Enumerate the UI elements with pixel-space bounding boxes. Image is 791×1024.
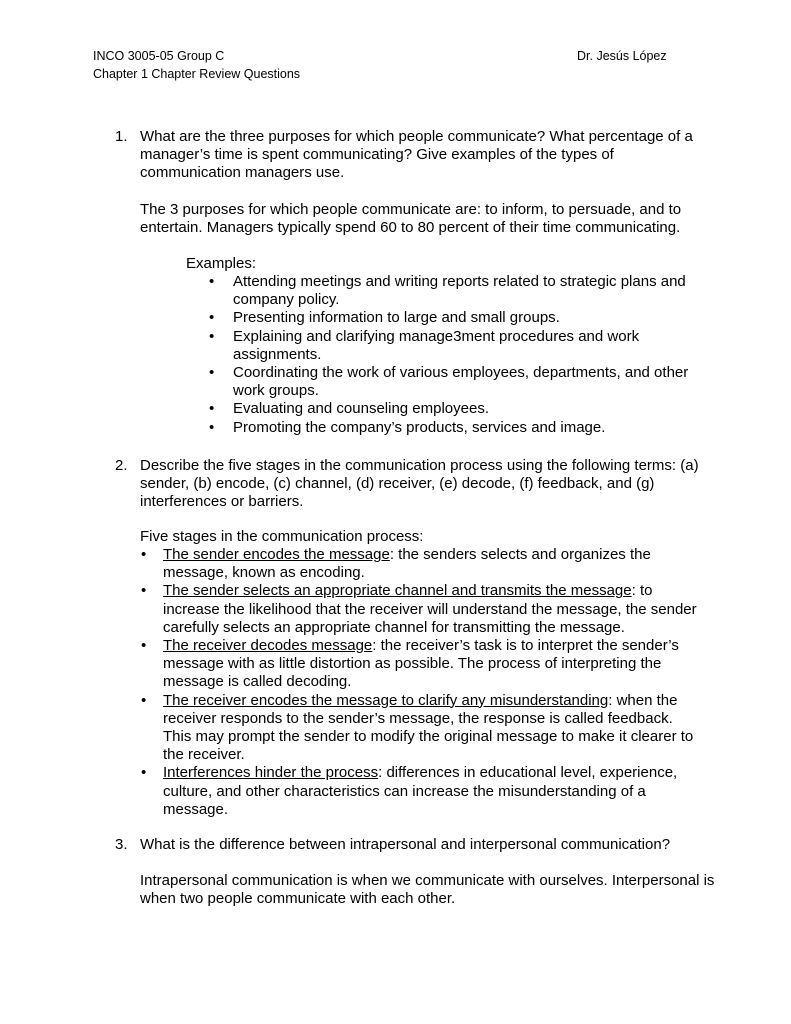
question-number: 3. xyxy=(115,836,128,853)
bullet-icon: • xyxy=(209,327,215,345)
list-item xyxy=(141,637,703,692)
instructor-name: Dr. Jesús López xyxy=(577,49,667,63)
question-text: What is the difference between intrapersonal and interpersonal communication? xyxy=(140,836,671,853)
bullet-icon: • xyxy=(209,309,215,327)
stage-title: Interferences hinder the process xyxy=(163,764,379,782)
stage-body: : when the receiver responds to the sender’s message, the response is called feedback. This may prompt the sender to modify the original message to make it clearer to the receiver. xyxy=(163,691,694,764)
stages-list xyxy=(141,546,703,819)
question-1 xyxy=(115,128,715,183)
bullet-icon: • xyxy=(209,400,215,418)
question-text: Describe the five stages in the communication process using the following terms: (a) sender, (b) encode, (c) channel, (d) receiver, (e) decode, (f) feedback, and (g) interferences or barriers. xyxy=(140,457,699,511)
list-item: • Promoting the company’s products, services and image. xyxy=(209,418,606,436)
question-2 xyxy=(115,457,715,512)
bullet-icon: • xyxy=(141,691,147,709)
question-number: 1. xyxy=(115,128,128,145)
stage-body: : the senders selects and organizes the message, known as encoding. xyxy=(163,546,651,582)
chapter-title: Chapter 1 Chapter Review Questions xyxy=(93,67,301,81)
list-item: • Coordinating the work of various employees, departments, and other work groups. xyxy=(209,364,689,400)
stage-body: : differences in educational level, experience, culture, and other characteristics can increase the misunderstanding of a message. xyxy=(163,764,678,818)
stage-body: : to increase the likelihood that the receiver will understand the message, the sender carefully selects an appropriate channel for transmitting the message. xyxy=(163,582,697,636)
bullet-icon: • xyxy=(209,273,215,290)
bullet-icon: • xyxy=(141,764,147,782)
stage-title: The sender selects an appropriate channel and transmits the message xyxy=(163,582,632,600)
course-title: INCO 3005-05 Group C xyxy=(93,49,225,63)
bullet-icon: • xyxy=(141,546,147,563)
examples-list xyxy=(209,273,693,437)
list-item xyxy=(141,582,703,637)
examples-label: Examples: xyxy=(186,255,257,272)
answer-2-intro: Five stages in the communication process: xyxy=(140,528,424,545)
stage-title: The sender encodes the message xyxy=(163,546,390,563)
question-number: 2. xyxy=(115,457,128,474)
stage-title: The receiver encodes the message to clarify any misunderstanding xyxy=(163,691,609,709)
list-item xyxy=(141,691,703,765)
list-item: • Evaluating and counseling employees. xyxy=(209,400,490,418)
question-text: What are the three purposes for which people communicate? What percentage of a manager’s time is spent communicating? Give examples of the types of communication managers use. xyxy=(140,128,693,182)
bullet-icon: • xyxy=(209,364,215,382)
list-item xyxy=(141,764,703,819)
stage-body: : the receiver’s task is to interpret the sender’s message with as little distortion as possible. The process of interpreting the message is called decoding. xyxy=(163,637,679,691)
answer-3: Intrapersonal communication is when we communicate with ourselves. Interpersonal is when two people communicate with each other. xyxy=(140,872,715,908)
bullet-icon: • xyxy=(141,637,147,655)
list-item: • Presenting information to large and small groups. xyxy=(209,309,560,327)
answer-1: The 3 purposes for which people communicate are: to inform, to persuade, and to entertain. Managers typically spend 60 to 80 percent of their time communicating. xyxy=(140,201,682,237)
list-item xyxy=(141,546,703,582)
bullet-icon: • xyxy=(209,418,215,436)
list-item: • Attending meetings and writing reports related to strategic plans and company policy. xyxy=(209,273,686,309)
bullet-icon: • xyxy=(141,582,147,600)
question-3 xyxy=(115,836,715,854)
stage-title: The receiver decodes message xyxy=(163,637,373,655)
list-item: • Explaining and clarifying manage3ment procedures and work assignments. xyxy=(209,327,640,363)
